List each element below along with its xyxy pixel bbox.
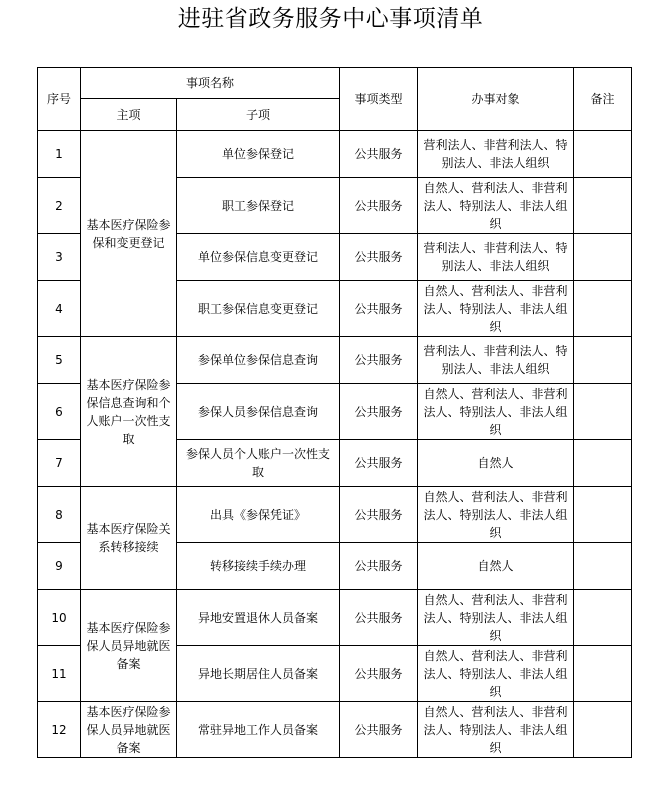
items-table [37, 67, 632, 758]
target-cell: 营利法人、非营利法人、特别法人、非法人组织 [418, 234, 574, 281]
header-seq: 序号 [38, 68, 81, 131]
main-item-cell: 基本医疗保险参保人员异地就医备案 [81, 702, 177, 758]
table-row [38, 590, 632, 646]
note-cell [574, 234, 632, 281]
sub-item-cell: 参保单位参保信息查询 [177, 337, 340, 384]
type-cell: 公共服务 [340, 131, 418, 178]
target-cell: 自然人、营利法人、非营利法人、特别法人、非法人组织 [418, 487, 574, 543]
sub-item-cell: 参保人员个人账户一次性支取 [177, 440, 340, 487]
sub-item-cell: 常驻异地工作人员备案 [177, 702, 340, 758]
header-item-name: 事项名称 [81, 68, 340, 99]
sub-item-cell: 职工参保登记 [177, 178, 340, 234]
note-cell [574, 543, 632, 590]
row-seq: 4 [38, 281, 81, 337]
header-note: 备注 [574, 68, 632, 131]
type-cell: 公共服务 [340, 281, 418, 337]
header-main-item: 主项 [81, 99, 177, 131]
row-seq: 12 [38, 702, 81, 758]
row-seq: 3 [38, 234, 81, 281]
target-cell: 营利法人、非营利法人、特别法人、非法人组织 [418, 131, 574, 178]
header-sub-item: 子项 [177, 99, 340, 131]
type-cell: 公共服务 [340, 337, 418, 384]
type-cell: 公共服务 [340, 384, 418, 440]
target-cell: 自然人、营利法人、非营利法人、特别法人、非法人组织 [418, 384, 574, 440]
note-cell [574, 646, 632, 702]
table-row [38, 487, 632, 543]
note-cell [574, 702, 632, 758]
sub-item-cell: 单位参保登记 [177, 131, 340, 178]
row-seq: 2 [38, 178, 81, 234]
target-cell: 自然人、营利法人、非营利法人、特别法人、非法人组织 [418, 702, 574, 758]
target-cell: 自然人、营利法人、非营利法人、特别法人、非法人组织 [418, 646, 574, 702]
table-row [38, 337, 632, 384]
row-seq: 8 [38, 487, 81, 543]
main-item-cell: 基本医疗保险参保信息查询和个人账户一次性支取 [81, 337, 177, 487]
type-cell: 公共服务 [340, 702, 418, 758]
row-seq: 7 [38, 440, 81, 487]
header-type: 事项类型 [340, 68, 418, 131]
note-cell [574, 384, 632, 440]
target-cell: 自然人、营利法人、非营利法人、特别法人、非法人组织 [418, 281, 574, 337]
type-cell: 公共服务 [340, 646, 418, 702]
sub-item-cell: 转移接续手续办理 [177, 543, 340, 590]
note-cell [574, 337, 632, 384]
type-cell: 公共服务 [340, 543, 418, 590]
sub-item-cell: 参保人员参保信息查询 [177, 384, 340, 440]
header-row [38, 68, 632, 99]
sub-item-cell: 异地安置退休人员备案 [177, 590, 340, 646]
row-seq: 5 [38, 337, 81, 384]
note-cell [574, 440, 632, 487]
table-row [38, 131, 632, 178]
document-title: 进驻省政务服务中心事项清单 [177, 6, 484, 32]
sub-item-cell: 职工参保信息变更登记 [177, 281, 340, 337]
note-cell [574, 590, 632, 646]
main-item-cell: 基本医疗保险参保人员异地就医备案 [81, 590, 177, 702]
header-target: 办事对象 [418, 68, 574, 131]
type-cell: 公共服务 [340, 440, 418, 487]
sub-item-cell: 异地长期居住人员备案 [177, 646, 340, 702]
type-cell: 公共服务 [340, 178, 418, 234]
row-seq: 1 [38, 131, 81, 178]
row-seq: 10 [38, 590, 81, 646]
type-cell: 公共服务 [340, 234, 418, 281]
note-cell [574, 131, 632, 178]
target-cell: 自然人 [418, 440, 574, 487]
type-cell: 公共服务 [340, 487, 418, 543]
sub-item-cell: 单位参保信息变更登记 [177, 234, 340, 281]
row-seq: 11 [38, 646, 81, 702]
target-cell: 自然人、营利法人、非营利法人、特别法人、非法人组织 [418, 178, 574, 234]
note-cell [574, 487, 632, 543]
target-cell: 自然人 [418, 543, 574, 590]
main-item-cell: 基本医疗保险参保和变更登记 [81, 131, 177, 337]
note-cell [574, 178, 632, 234]
table-row [38, 702, 632, 758]
type-cell: 公共服务 [340, 590, 418, 646]
row-seq: 9 [38, 543, 81, 590]
row-seq: 6 [38, 384, 81, 440]
note-cell [574, 281, 632, 337]
main-item-cell: 基本医疗保险关系转移接续 [81, 487, 177, 590]
sub-item-cell: 出具《参保凭证》 [177, 487, 340, 543]
target-cell: 自然人、营利法人、非营利法人、特别法人、非法人组织 [418, 590, 574, 646]
target-cell: 营利法人、非营利法人、特别法人、非法人组织 [418, 337, 574, 384]
